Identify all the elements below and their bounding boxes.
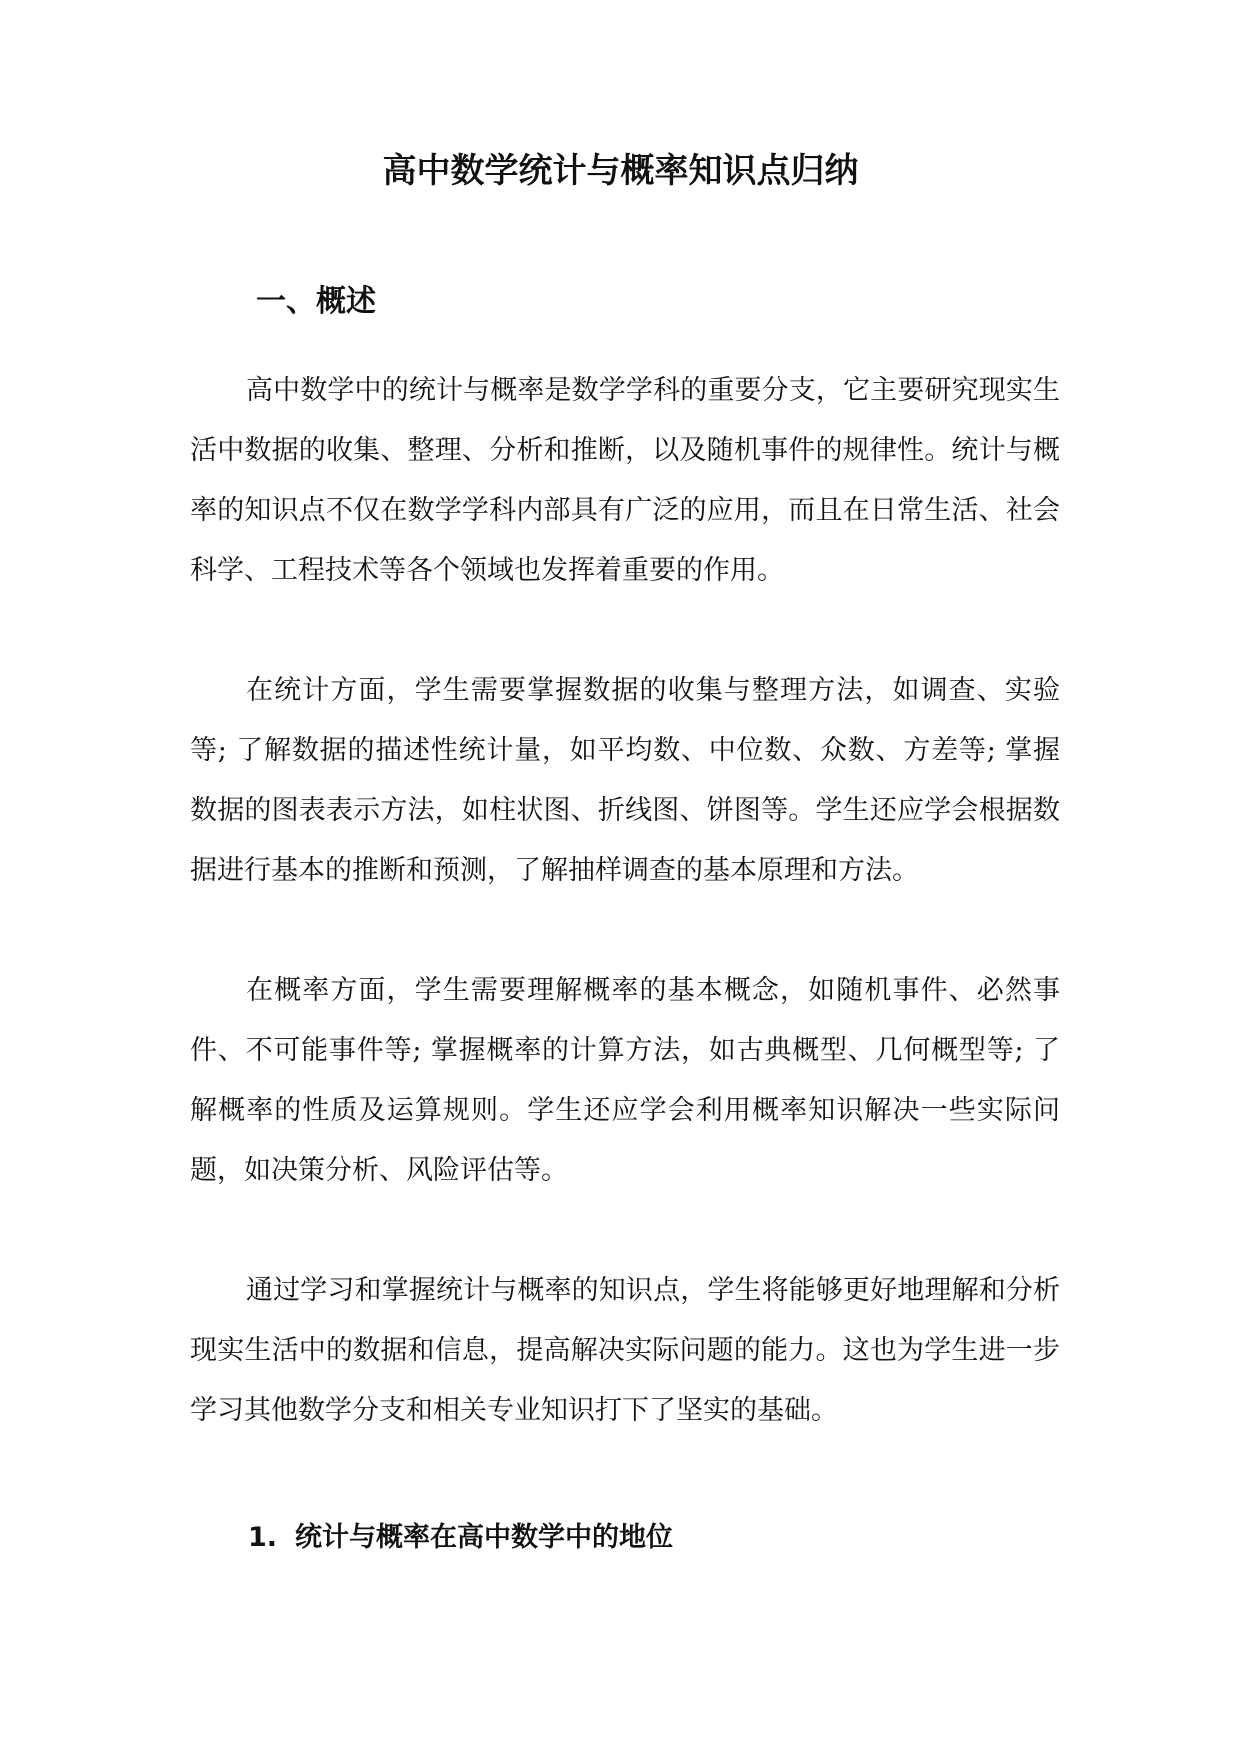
subsection-number: 1.	[248, 1522, 278, 1553]
paragraph-probability: 在概率方面，学生需要理解概率的基本概念，如随机事件、必然事件、不可能事件等; 掌握概率的计算方法，如古典概型、几何概型等; 了解概率的性质及运算规则。学生还应学会利用概率知识解决一些实际问题，如决策分析、风险评估等。	[190, 975, 1060, 1186]
document-title: 高中数学统计与概率知识点归纳	[382, 151, 859, 191]
paragraph-statistics: 在统计方面，学生需要掌握数据的收集与整理方法，如调查、实验等; 了解数据的描述性统计量，如平均数、中位数、众数、方差等; 掌握数据的图表表示方法，如柱状图、折线图、饼图等。学生还应学会根据数据进行基本的推断和预测，了解抽样调查的基本原理和方法。	[190, 675, 1060, 886]
section-heading-overview: 一、概述	[256, 284, 376, 319]
paragraph-intro: 高中数学中的统计与概率是数学学科的重要分支，它主要研究现实生活中数据的收集、整理、分析和推断，以及随机事件的规律性。统计与概率的知识点不仅在数学学科内部具有广泛的应用，而且在日常生活、社会科学、工程技术等各个领域也发挥着重要的作用。	[190, 375, 1060, 586]
subsection-heading	[248, 1518, 673, 1558]
subsection-title: 统计与概率在高中数学中的地位	[295, 1522, 674, 1553]
paragraph-conclusion: 通过学习和掌握统计与概率的知识点，学生将能够更好地理解和分析现实生活中的数据和信息，提高解决实际问题的能力。这也为学生进一步学习其他数学分支和相关专业知识打下了坚实的基础。	[190, 1275, 1060, 1426]
